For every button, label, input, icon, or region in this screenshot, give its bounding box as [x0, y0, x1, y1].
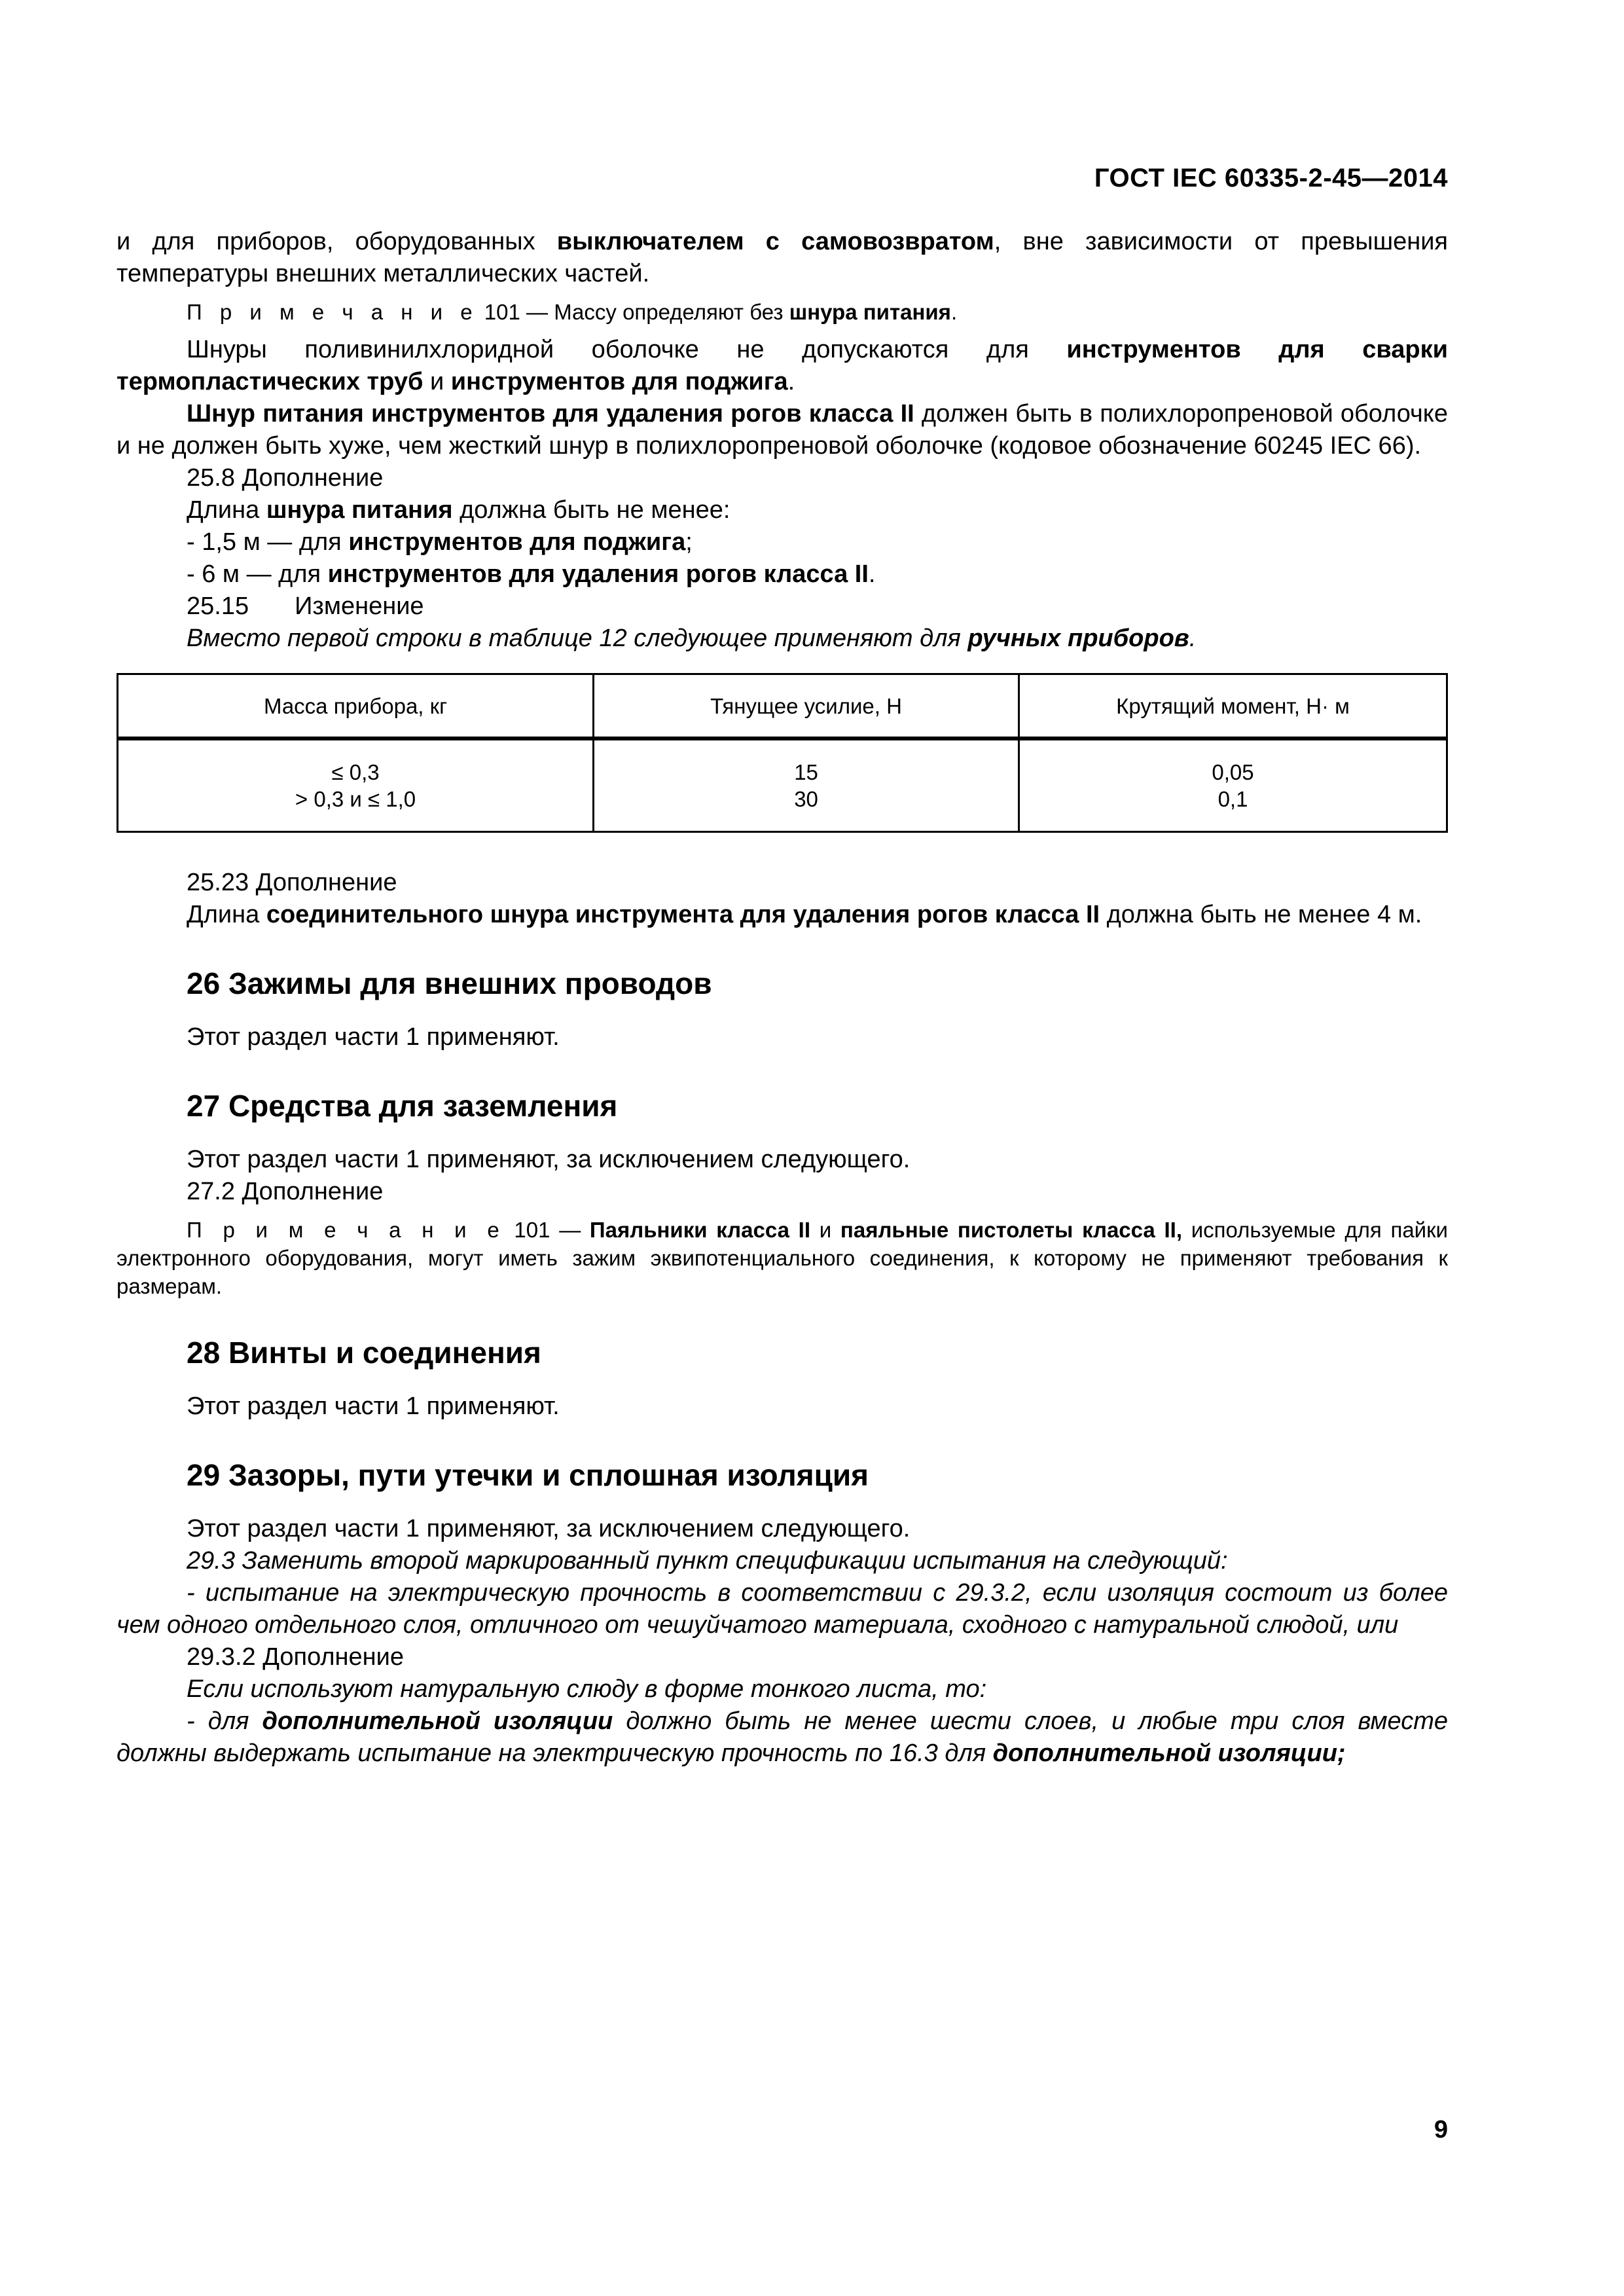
page-content — [117, 226, 1448, 1770]
clause-25-15-heading: 25.15 Изменение — [187, 592, 424, 620]
clause-25-15-text: Вместо первой строки в таблице 12 следующее применяют для ручных приборов. — [187, 625, 1197, 652]
clause-25-8-item: - 1,5 м — для инструментов для поджига; — [187, 528, 693, 556]
section-26-title: 26 Зажимы для внешних проводов — [187, 966, 712, 1000]
paragraph-switch: и для приборов, оборудованных выключателем с самовозвратом, вне зависимости от превышения температуры внешних металлических частей. — [117, 228, 1448, 287]
paragraph-pvc-cords: Шнуры поливинилхлоридной оболочке не допускаются для инструментов для сварки термопластических труб и инструментов для поджига. — [117, 336, 1448, 395]
clause-29-3-2-heading: 29.3.2 Дополнение — [187, 1643, 405, 1671]
clause-25-8-heading: 25.8 Дополнение — [187, 464, 384, 492]
section-29-text: Этот раздел части 1 применяют, за исключением следующего. — [187, 1515, 911, 1542]
page-number: 9 — [1434, 2116, 1448, 2143]
table-cell: 0,05 0,1 — [1019, 738, 1447, 832]
section-28-text: Этот раздел части 1 применяют. — [187, 1393, 560, 1420]
clause-25-8-line: Длина шнура питания должна быть не менее: — [187, 496, 731, 524]
clause-25-8-item: - 6 м — для инструментов для удаления рогов класса II. — [187, 560, 876, 588]
paragraph-dehorner-cord: Шнур питания инструментов для удаления рогов класса II должен быть в полихлоропреновой оболочке и не должен быть хуже, чем жесткий шнур в полихлоропреновой оболочке (кодовое обозначение 60245 IEC 66). — [117, 400, 1448, 460]
table-cell: 15 30 — [594, 738, 1019, 832]
table-header-cell: Тянущее усилие, Н — [594, 674, 1019, 739]
section-28-title: 28 Винты и соединения — [187, 1336, 541, 1370]
clause-29-3-2-item: - для дополнительной изоляции должно быть не менее шести слоев, и любые три слоя вместе должны выдержать испытание на электрическую прочность по 16.3 для дополнительной изоляции; — [117, 1707, 1448, 1767]
table-header-cell: Крутящий момент, Н· м — [1019, 674, 1447, 739]
table-header-cell: Масса прибора, кг — [118, 674, 594, 739]
table-cell: ≤ 0,3 > 0,3 и ≤ 1,0 — [118, 738, 594, 832]
section-27-title: 27 Средства для заземления — [187, 1089, 618, 1123]
clause-25-23-heading: 25.23 Дополнение — [187, 869, 397, 896]
clause-29-3-item: - испытание на электрическую прочность в соответствии с 29.3.2, если изоляция состоит из более чем одного отдельного слоя, отличного от чешуйчатого материала, сходного с натуральной слюдой, или — [117, 1579, 1448, 1639]
section-27-text: Этот раздел части 1 применяют, за исключением следующего. — [187, 1146, 911, 1173]
note-101-soldering: П р и м е ч а н и е 101 — Паяльники класса II и паяльные пистолеты класса II, используемые для пайки электронного оборудования, могут иметь зажим эквипотенциального соединения, к которому не применяют требования к размерам. — [117, 1218, 1448, 1298]
standard-designation: ГОСТ IEC 60335-2-45—2014 — [1094, 164, 1448, 192]
note-101-mass: П р и м е ч а н и е 101 — Массу определяют без шнура питания. — [187, 300, 958, 324]
clause-27-2-heading: 27.2 Дополнение — [187, 1178, 384, 1205]
clause-29-3-2-text: Если используют натуральную слюду в форме тонкого листа, то: — [187, 1675, 987, 1703]
clause-29-3-text: 29.3 Заменить второй маркированный пункт спецификации испытания на следующий: — [187, 1547, 1228, 1575]
table-header-row — [118, 674, 1447, 739]
clause-25-23-text: Длина соединительного шнура инструмента для удаления рогов класса II должна быть не менее 4 м. — [187, 901, 1422, 928]
table-torque-values — [117, 673, 1448, 833]
section-26-text: Этот раздел части 1 применяют. — [187, 1023, 560, 1051]
table-row — [118, 738, 1447, 832]
section-29-title: 29 Зазоры, пути утечки и сплошная изоляция — [187, 1458, 869, 1492]
